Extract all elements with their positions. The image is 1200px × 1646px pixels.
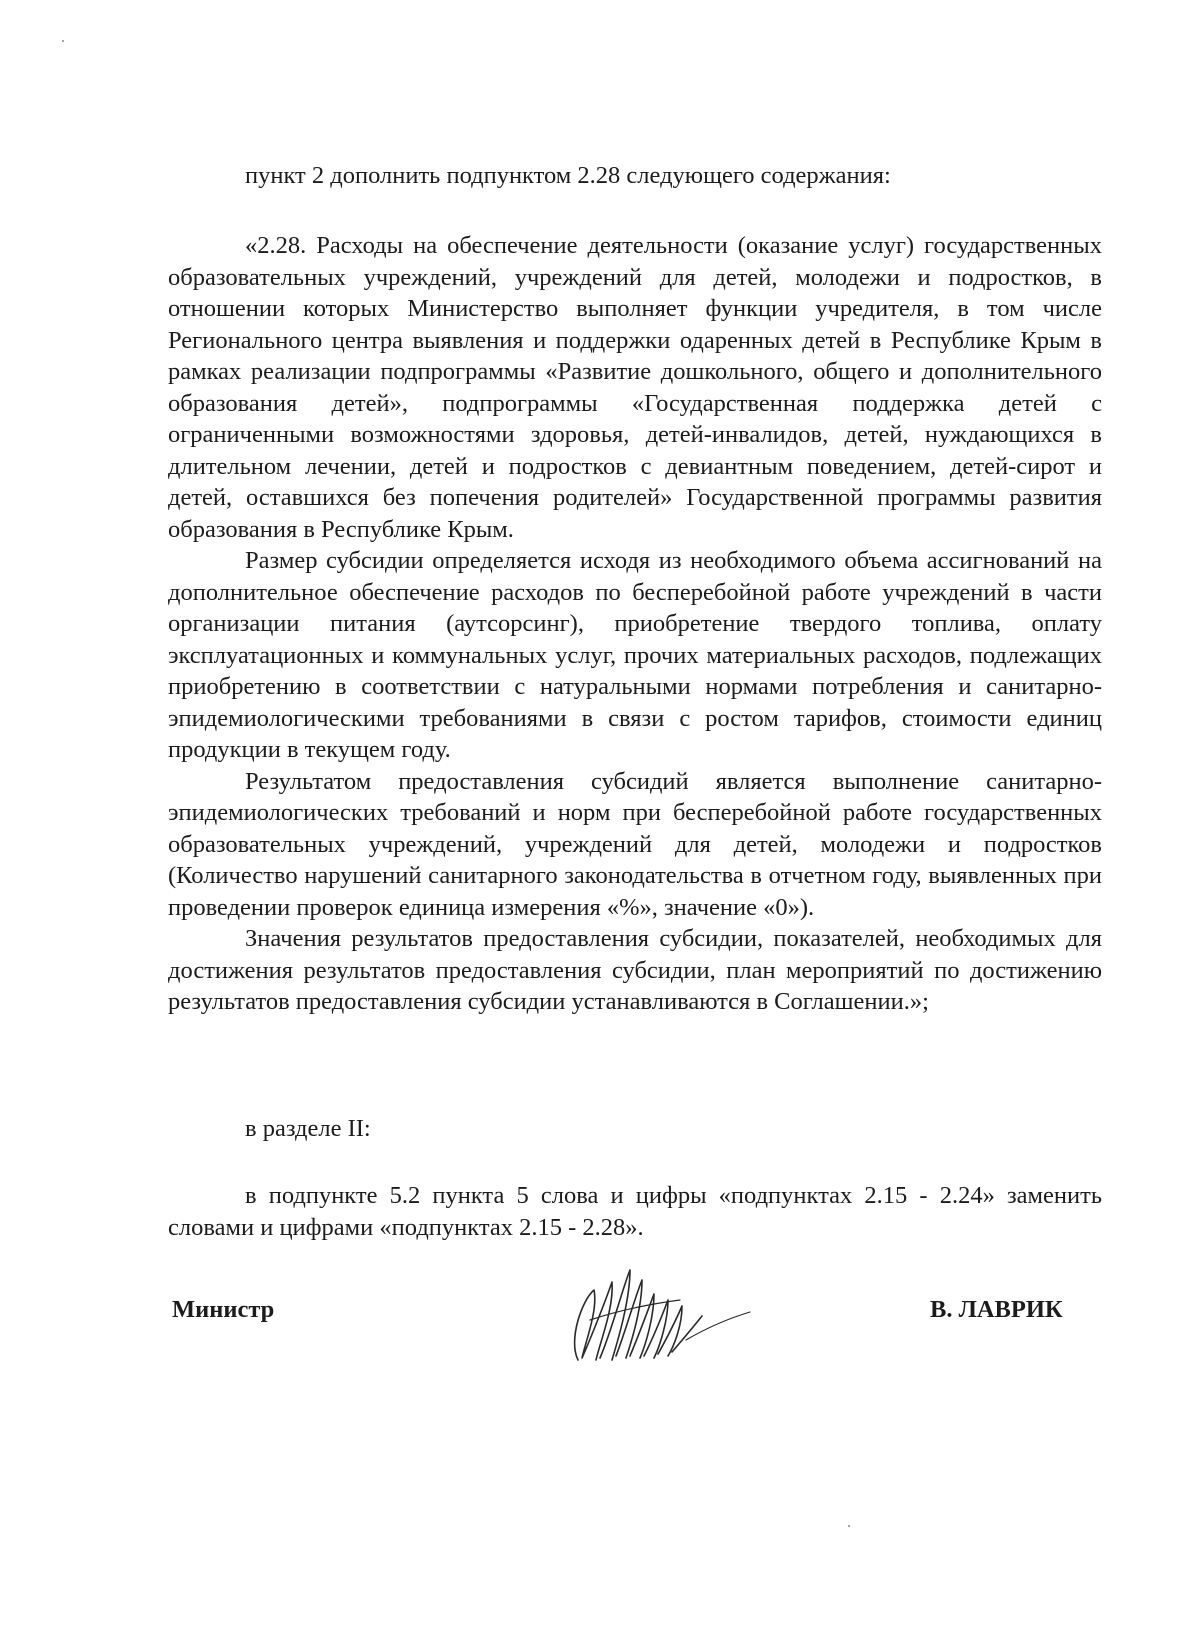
- paragraph-expenses: «2.28. Расходы на обеспечение деятельности (оказание услуг) государственных образовательных учреждений, учреждений для детей, молодежи и подростков, в отношении которых Министерство выполняет функции учредителя, в том числе Регионального центра выявления и поддержки одаренных детей в Республике Крым в рамках реализации подпрограммы «Развитие дошкольного, общего и дополнительного образования детей», подпрограммы «Государственная поддержка детей с ограниченными возможностями здоровья, детей-инвалидов, детей, нуждающихся в длительном лечении, детей и подростков с девиантным поведением, детей-сирот и детей, оставшихся без попечения родителей» Государственной программы развития образования в Республике Крым.: [168, 232, 1102, 543]
- subparagraph-2-28: [168, 230, 1102, 1018]
- signatory-title: Министр: [172, 1296, 275, 1323]
- paragraph-values: Значения результатов предоставления субсидии, показателей, необходимых для достижения результатов предоставления субсидии, план мероприятий по достижению результатов предоставления субсидии устанавливаются в Соглашении.»;: [168, 925, 1102, 1015]
- paragraph-subsidy-size: Размер субсидии определяется исходя из необходимого объема ассигнований на дополнительное обеспечение расходов по бесперебойной работе учреждений в части организации питания (аутсорсинг), приобретение твердого топлива, оплату эксплуатационных и коммунальных услуг, прочих материальных расходов, подлежащих приобретению в соответствии с натуральными нормами потребления и санитарно-эпидемиологическими требованиями в связи с ростом тарифов, стоимости единиц продукции в текущем году.: [168, 547, 1102, 763]
- intro-line: пункт 2 дополнить подпунктом 2.28 следующего содержания:: [245, 162, 891, 189]
- paragraph-result: Результатом предоставления субсидий является выполнение санитарно-эпидемиологических требований и норм при бесперебойной работе государственных образовательных учреждений, учреждений для детей, молодежи и подростков (Количество нарушений санитарного законодательства в отчетном году, выявленных при проведении проверок единица измерения «%», значение «0»).: [168, 767, 1102, 921]
- scan-speck: [62, 40, 64, 42]
- scan-speck: [848, 1525, 850, 1527]
- amendment-paragraph: в подпункте 5.2 пункта 5 слова и цифры «подпунктах 2.15 - 2.24» заменить словами и цифрами «подпунктах 2.15 - 2.28».: [168, 1182, 1102, 1241]
- section-heading: в разделе II:: [245, 1115, 371, 1142]
- signatory-name: В. ЛАВРИК: [930, 1296, 1063, 1323]
- handwritten-signature: [560, 1260, 760, 1370]
